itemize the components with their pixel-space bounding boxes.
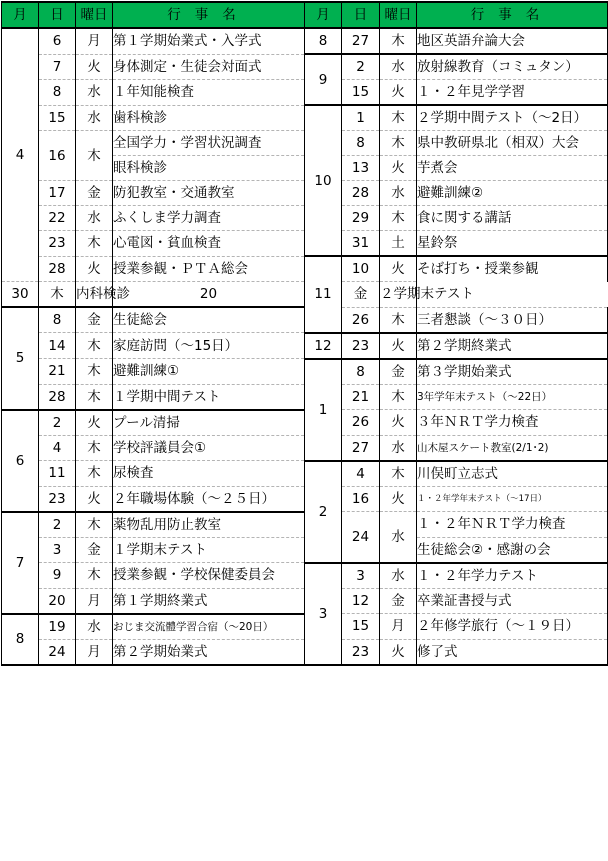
month-cell: 4 xyxy=(2,28,39,282)
weekday-cell: 火 xyxy=(76,256,113,282)
day-cell: 27 xyxy=(342,28,380,54)
day-cell: 12 xyxy=(342,588,380,614)
event-cell: 芋煮会 xyxy=(417,156,608,181)
weekday-cell: 木 xyxy=(76,512,113,538)
month-cell: 12 xyxy=(305,333,342,359)
event-cell: 学校評議員会① xyxy=(113,435,305,461)
event-cell: 第２学期終業式 xyxy=(417,333,608,359)
month-cell: 8 xyxy=(305,28,342,54)
event-cell: 卒業証書授与式 xyxy=(417,588,608,614)
event-cell: １学期中間テスト xyxy=(113,384,305,410)
event-cell: １学期末テスト xyxy=(113,537,305,563)
header-day: 日 xyxy=(342,2,380,28)
day-cell: 9 xyxy=(39,563,76,589)
header-weekday: 曜日 xyxy=(380,2,417,28)
day-cell: 16 xyxy=(342,486,380,512)
weekday-cell: 月 xyxy=(76,588,113,614)
table-row xyxy=(2,461,608,487)
month-cell: 7 xyxy=(2,512,39,614)
header-event: 行事名 xyxy=(417,2,608,28)
event-cell: 避難訓練① xyxy=(113,359,305,385)
weekday-cell: 火 xyxy=(380,156,417,181)
event-cell: 第１学期始業式・入学式 xyxy=(113,28,305,54)
weekday-cell: 木 xyxy=(76,384,113,410)
day-cell: 28 xyxy=(39,384,76,410)
weekday-cell: 木 xyxy=(380,384,417,410)
weekday-cell: 金 xyxy=(76,537,113,563)
weekday-cell: 木 xyxy=(76,131,113,181)
weekday-cell: 木 xyxy=(76,435,113,461)
weekday-cell: 火 xyxy=(380,639,417,665)
event-cell: 第３学期始業式 xyxy=(417,359,608,385)
weekday-cell: 木 xyxy=(380,206,417,231)
day-cell: 20 xyxy=(39,588,76,614)
event-cell: 修了式 xyxy=(417,639,608,665)
event-cell: 防犯教室・交通教室 xyxy=(113,181,305,206)
day-cell: 20 xyxy=(113,282,305,308)
weekday-cell: 木 xyxy=(76,231,113,257)
day-cell: 26 xyxy=(342,307,380,333)
event-cell: 授業参観・ＰＴＡ総会 xyxy=(113,256,305,282)
day-cell: 31 xyxy=(342,231,380,257)
weekday-cell: 水 xyxy=(76,80,113,106)
event-cell: 内科検診 xyxy=(76,282,113,308)
header-month: 月 xyxy=(305,2,342,28)
weekday-cell: 木 xyxy=(380,131,417,156)
weekday-cell: 水 xyxy=(76,614,113,640)
weekday-cell: 火 xyxy=(380,80,417,106)
event-cell: そば打ち・授業参観 xyxy=(417,256,608,282)
event-cell: ２学期中間テスト（～2日） xyxy=(417,105,608,131)
day-cell: 14 xyxy=(39,333,76,359)
day-cell: 22 xyxy=(39,206,76,231)
header-day: 日 xyxy=(39,2,76,28)
event-cell: 全国学力・学習状況調査 xyxy=(113,131,305,156)
day-cell: 3 xyxy=(342,563,380,589)
day-cell: 2 xyxy=(342,54,380,80)
day-cell: 15 xyxy=(39,105,76,131)
event-cell: ３年ＮＲＴ学力検査 xyxy=(417,410,608,436)
event-cell: 家庭訪問（～15日） xyxy=(113,333,305,359)
weekday-cell: 火 xyxy=(380,486,417,512)
weekday-cell: 水 xyxy=(76,105,113,131)
table-row xyxy=(2,563,608,589)
event-cell: ２学期末テスト xyxy=(380,282,417,308)
event-cell: 県中教研県北（相双）大会 xyxy=(417,131,608,156)
month-cell: 11 xyxy=(305,256,342,333)
day-cell: 21 xyxy=(342,384,380,410)
day-cell: 13 xyxy=(342,156,380,181)
weekday-cell: 火 xyxy=(76,54,113,80)
day-cell: 24 xyxy=(342,512,380,563)
event-cell: 川俣町立志式 xyxy=(417,461,608,487)
table-row xyxy=(2,359,608,385)
header-event: 行事名 xyxy=(113,2,305,28)
day-cell: 8 xyxy=(342,359,380,385)
header-row xyxy=(2,2,608,28)
day-cell: 8 xyxy=(39,80,76,106)
weekday-cell: 月 xyxy=(76,639,113,665)
event-cell: 歯科検診 xyxy=(113,105,305,131)
table-row xyxy=(2,54,608,80)
day-cell: 2 xyxy=(39,410,76,436)
month-cell: 3 xyxy=(305,563,342,665)
weekday-cell: 火 xyxy=(76,486,113,512)
day-cell: 10 xyxy=(342,256,380,282)
weekday-cell: 木 xyxy=(380,28,417,54)
weekday-cell: 金 xyxy=(76,307,113,333)
day-cell: 27 xyxy=(342,435,380,461)
weekday-cell: 水 xyxy=(380,512,417,563)
day-cell: 21 xyxy=(39,359,76,385)
event-cell: 授業参観・学校保健委員会 xyxy=(113,563,305,589)
event-cell: 生徒総会 xyxy=(113,307,305,333)
table-row xyxy=(2,256,608,282)
event-cell: 食に関する講話 xyxy=(417,206,608,231)
event-cell: 放射線教育（コミュタン） xyxy=(417,54,608,80)
weekday-cell: 木 xyxy=(380,105,417,131)
event-cell: 身体測定・生徒会対面式 xyxy=(113,54,305,80)
day-cell: 23 xyxy=(342,639,380,665)
weekday-cell: 水 xyxy=(380,181,417,206)
weekday-cell: 金 xyxy=(380,359,417,385)
weekday-cell: 水 xyxy=(76,206,113,231)
event-cell: 生徒総会②・感謝の会 xyxy=(417,537,608,563)
event-cell: １・２年見学学習 xyxy=(417,80,608,106)
event-cell: １・２年学年末テスト（～17日） xyxy=(417,486,608,512)
day-cell: 7 xyxy=(39,54,76,80)
weekday-cell: 木 xyxy=(380,461,417,487)
weekday-cell: 木 xyxy=(76,359,113,385)
table-row xyxy=(2,105,608,131)
weekday-cell: 木 xyxy=(380,307,417,333)
day-cell: 1 xyxy=(342,105,380,131)
weekday-cell: 月 xyxy=(76,28,113,54)
weekday-cell: 火 xyxy=(380,333,417,359)
day-cell: 4 xyxy=(342,461,380,487)
day-cell: 11 xyxy=(39,461,76,487)
event-cell: 3年学年末テスト（～22日） xyxy=(417,384,608,410)
header-month: 月 xyxy=(2,2,39,28)
day-cell: 16 xyxy=(39,131,76,181)
event-cell: １・２年ＮＲＴ学力検査 xyxy=(417,512,608,538)
day-cell: 17 xyxy=(39,181,76,206)
weekday-cell: 金 xyxy=(76,181,113,206)
day-cell: 15 xyxy=(342,80,380,106)
event-cell: １・２年学力テスト xyxy=(417,563,608,589)
event-cell: 眼科検診 xyxy=(113,156,305,181)
month-cell: 2 xyxy=(305,461,342,563)
event-cell: 第２学期始業式 xyxy=(113,639,305,665)
event-cell: ２年職場体験（～２５日） xyxy=(113,486,305,512)
event-cell: 避難訓練② xyxy=(417,181,608,206)
annual-schedule-table xyxy=(1,1,608,666)
weekday-cell: 火 xyxy=(380,410,417,436)
event-cell: プール清掃 xyxy=(113,410,305,436)
day-cell: 30 xyxy=(2,282,39,308)
event-cell: 薬物乱用防止教室 xyxy=(113,512,305,538)
day-cell: 26 xyxy=(342,410,380,436)
day-cell: 24 xyxy=(39,639,76,665)
weekday-cell: 木 xyxy=(76,461,113,487)
month-cell: 1 xyxy=(305,359,342,461)
day-cell: 28 xyxy=(342,181,380,206)
weekday-cell: 土 xyxy=(380,231,417,257)
month-cell: 5 xyxy=(2,307,39,410)
weekday-cell: 木 xyxy=(76,563,113,589)
day-cell: 29 xyxy=(342,206,380,231)
day-cell: 15 xyxy=(342,614,380,640)
month-cell: 6 xyxy=(2,410,39,512)
day-cell: 23 xyxy=(39,486,76,512)
event-cell: おじま交流體学習合宿（～20日） xyxy=(113,614,305,640)
day-cell: 8 xyxy=(39,307,76,333)
month-cell: 10 xyxy=(305,105,342,256)
weekday-cell: 火 xyxy=(380,256,417,282)
table-row xyxy=(2,333,608,359)
day-cell: 23 xyxy=(39,231,76,257)
day-cell: 28 xyxy=(39,256,76,282)
weekday-cell: 金 xyxy=(342,282,380,308)
day-cell: 4 xyxy=(39,435,76,461)
day-cell: 2 xyxy=(39,512,76,538)
weekday-cell: 水 xyxy=(380,435,417,461)
weekday-cell: 火 xyxy=(76,410,113,436)
event-cell: 第１学期終業式 xyxy=(113,588,305,614)
event-cell: 尿検査 xyxy=(113,461,305,487)
weekday-cell: 金 xyxy=(380,588,417,614)
day-cell: 6 xyxy=(39,28,76,54)
weekday-cell: 木 xyxy=(39,282,76,308)
month-cell: 8 xyxy=(2,614,39,665)
event-cell: 地区英語弁論大会 xyxy=(417,28,608,54)
event-cell: 星鈴祭 xyxy=(417,231,608,257)
event-cell: ふくしま学力調査 xyxy=(113,206,305,231)
event-cell: 山木屋スケート教室(2/1･2) xyxy=(417,435,608,461)
header-weekday: 曜日 xyxy=(76,2,113,28)
event-cell: １年知能検査 xyxy=(113,80,305,106)
weekday-cell: 水 xyxy=(380,54,417,80)
weekday-cell: 水 xyxy=(380,563,417,589)
event-cell: ２年修学旅行（～１９日） xyxy=(417,614,608,640)
event-cell: 心電図・貧血検査 xyxy=(113,231,305,257)
day-cell: 19 xyxy=(39,614,76,640)
weekday-cell: 木 xyxy=(76,333,113,359)
event-cell: 三者懇談（～３０日） xyxy=(417,307,608,333)
day-cell: 8 xyxy=(342,131,380,156)
day-cell: 3 xyxy=(39,537,76,563)
month-cell: 9 xyxy=(305,54,342,105)
table-row xyxy=(2,28,608,54)
day-cell: 23 xyxy=(342,333,380,359)
weekday-cell: 月 xyxy=(380,614,417,640)
schedule-body xyxy=(2,28,608,665)
